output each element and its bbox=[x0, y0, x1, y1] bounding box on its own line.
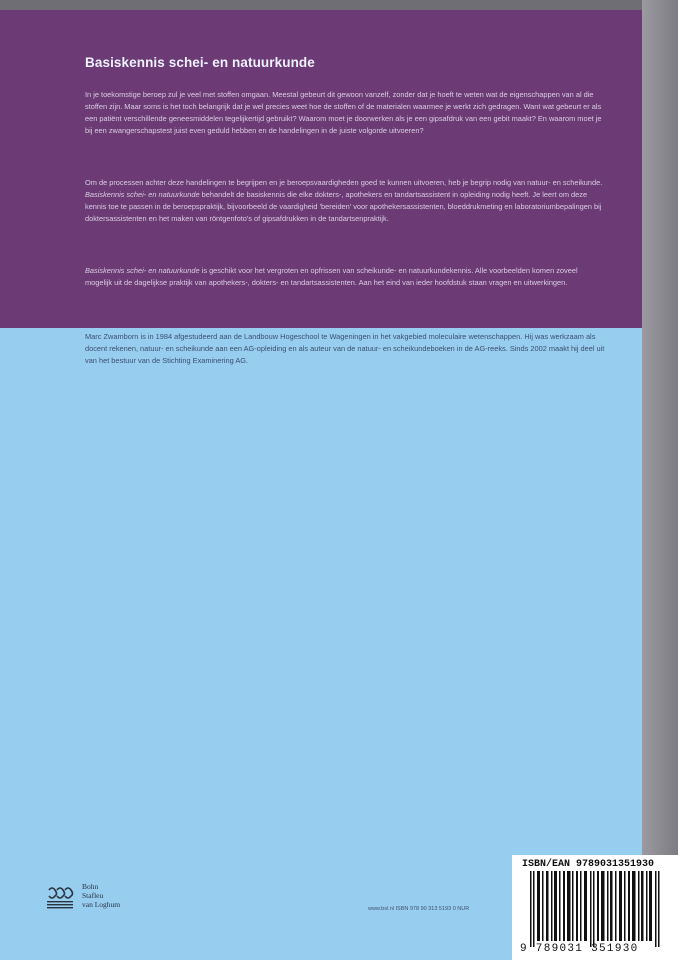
book-title: Basiskennis schei- en natuurkunde bbox=[85, 55, 315, 70]
publisher-name-line-2: Stafleu bbox=[82, 891, 104, 900]
cover-panel bbox=[0, 10, 642, 960]
barcode-icon bbox=[516, 871, 672, 951]
barcode-digits: 9 789031 351930 bbox=[520, 943, 639, 955]
blurb-paragraph-2-rest: behandelt de basiskennis die elke dokters-, apothekers en tandartsassistent in opleiding nodig heeft. Je leert om deze kennis toe te passen in de beroepspraktijk, bijvoorbeeld de vaardigheid 'bereiden' voor apothekersassistenten, bloeddrukmeting en laboratoriumbepalingen bij doktersassistenten en het maken van röntgenfoto's of gipsafdrukken in de tandartsenpraktijk. bbox=[85, 190, 602, 223]
barcode-label bbox=[512, 855, 678, 960]
publisher-logo-icon bbox=[46, 884, 76, 910]
blurb-paragraph-2-book-title: Basiskennis schei- en natuurkunde bbox=[85, 190, 200, 199]
blurb-paragraph-3-rest: is geschikt voor het vergroten en opfrissen van scheikunde- en natuurkundekennis. Alle voorbeelden komen zoveel mogelijk uit de dagelijkse praktijk van apothekers-, dokters- en tandartsassistenten. Aan het eind van ieder hoofdstuk staan vragen en uitwerkingen. bbox=[85, 266, 578, 287]
blurb-paragraph-3-book-title: Basiskennis schei- en natuurkunde bbox=[85, 266, 200, 275]
blurb-paragraph-2-intro: Om de processen achter deze handelingen te begrijpen en je beroepsvaardigheden goed te kunnen uitvoeren, heb je begrip nodig van natuur- en scheikunde. bbox=[85, 178, 603, 187]
isbn-ean-label: ISBN/EAN 9789031351930 bbox=[522, 859, 655, 870]
publisher-name-line-1: Bohn bbox=[82, 882, 99, 891]
footer-isbn-line: www.bsl.nl ISBN 978 90 313 5193 0 NUR bbox=[368, 906, 470, 912]
author-bio: Marc Zwamborn is in 1984 afgestudeerd aan de Landbouw Hogeschool te Wageningen in het vakgebied moleculaire wetenschappen. Hij was werkzaam als docent rekenen, natuur- en scheikunde aan een AG-opleiding en als auteur van de natuur- en scheikundeboeken in de AG-reeks. Sinds 2002 maakt hij deel uit van het bestuur van de Stichting Examinering AG. bbox=[85, 332, 605, 365]
blurb-paragraph-2 bbox=[85, 177, 605, 225]
publisher-name bbox=[82, 882, 120, 909]
blurb-paragraph-3 bbox=[85, 265, 605, 289]
blurb-paragraph-1: In je toekomstige beroep zul je veel met stoffen omgaan. Meestal gebeurt dit gewoon vanzelf, zonder dat je hoeft te weten wat de eigenschappen van al die stoffen zijn. Maar soms is het toch belangrijk dat je wel precies weet hoe de stoffen of de materialen waarmee je werkt zich gedragen. Want wat gebeurt er als een patiënt verschillende geneesmiddelen tegelijkertijd gebruikt? Waarom moet je doorwerken als je een gipsafdruk van een gebit maakt? En waarom moet je bij een zwangerschapstest juist even geduld hebben en de handelingen in de juiste volgorde uitvoeren? bbox=[85, 90, 602, 135]
publisher-name-line-3: van Loghum bbox=[82, 900, 121, 909]
book-edge-shadow bbox=[642, 0, 678, 960]
publisher-logo bbox=[46, 880, 166, 920]
